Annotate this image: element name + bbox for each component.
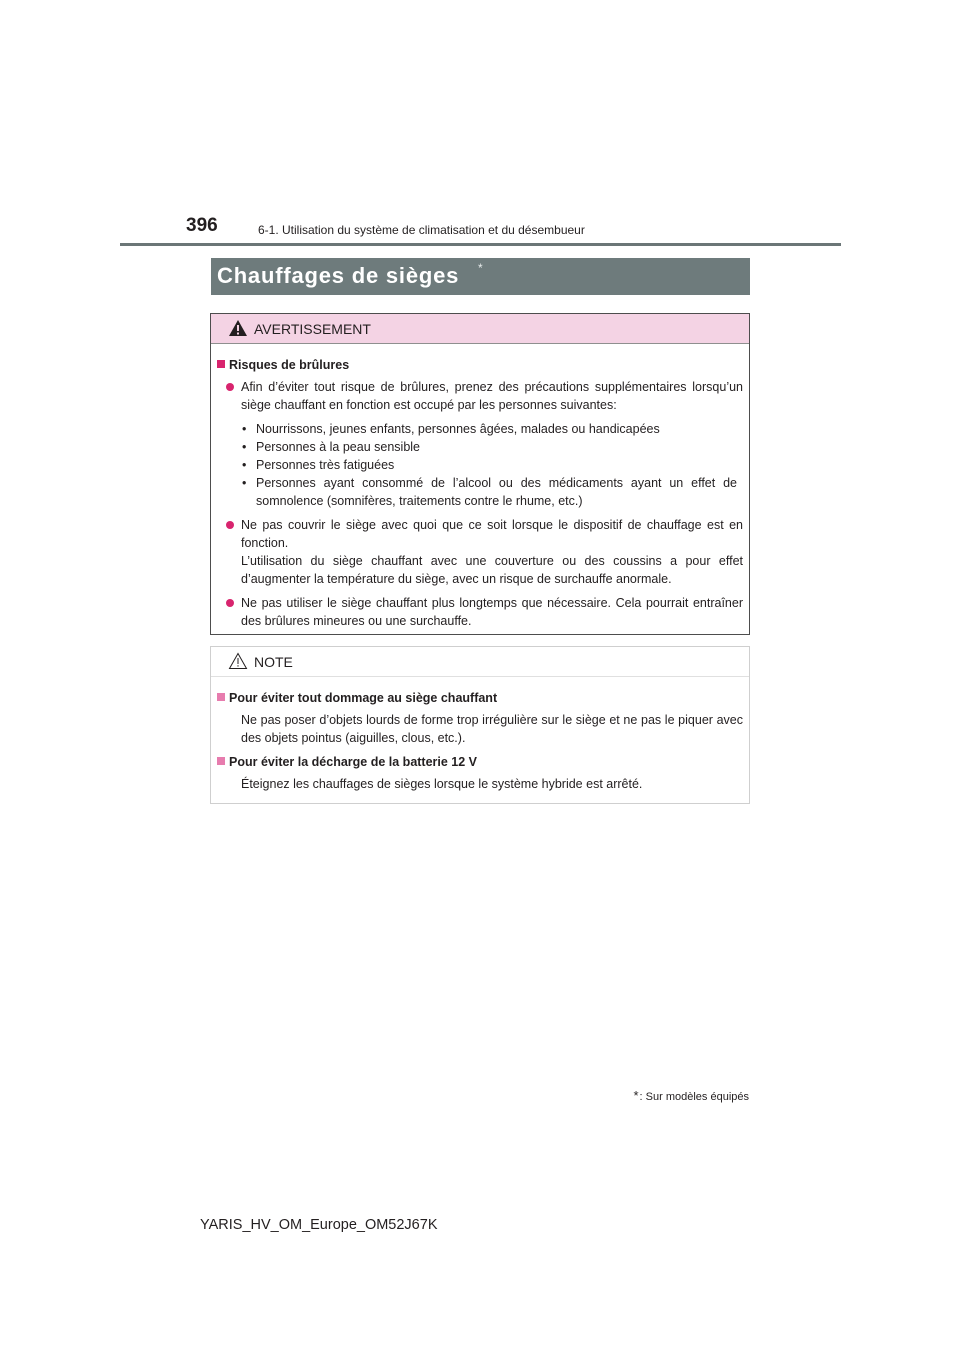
list-item: • Personnes très fatiguées (241, 456, 737, 474)
note-content (211, 689, 749, 799)
warning-bullet-2-line-2: L’utilisation du siège chauffant avec une couverture ou des coussins a pour effet d’augmenter la température du siège, avec un risque de surchauffe anormale. (241, 554, 743, 586)
warning-bullet-2-line-1: Ne pas couvrir le siège avec quoi que ce soit lorsque le dispositif de chauffage est en fonction. (241, 518, 743, 550)
page-number: 396 (186, 215, 218, 236)
list-item: • Personnes à la peau sensible (241, 438, 737, 456)
warning-content (211, 356, 749, 636)
footnote-asterisk: * (633, 1088, 639, 1103)
warning-heading: Risques de brûlures (211, 356, 749, 374)
section-title: 6-1. Utilisation du système de climatisation et du désembueur (258, 223, 585, 237)
note-text-1: Ne pas poser d’objets lourds de forme trop irrégulière sur le siège et ne pas le piquer avec des objets pointus (aiguilles, clous, etc.). (241, 713, 743, 745)
page-title: Chauffages de sièges (217, 263, 460, 288)
warning-label: AVERTISSEMENT (254, 321, 371, 337)
footer-document-code: YARIS_HV_OM_Europe_OM52J67K (200, 1217, 438, 1233)
title-asterisk: * (478, 261, 483, 275)
caution-triangle-icon (228, 652, 248, 670)
warning-bullet-1-text: Afin d’éviter tout risque de brûlures, prenez des précautions supplémentaires lorsqu’un siège chauffant en fonction est occupé par les personnes suivantes: (241, 380, 743, 412)
header-rule (120, 243, 841, 246)
warning-bullet-1 (241, 378, 743, 510)
page-title-bar (211, 258, 750, 295)
note-text-2: Éteignez les chauffages de sièges lorsque le système hybride est arrêté. (241, 777, 643, 791)
warning-bullet-3 (241, 594, 743, 630)
footnote-text: : Sur modèles équipés (639, 1091, 749, 1103)
warning-bullet-2 (241, 516, 743, 588)
note-header (211, 647, 749, 677)
list-item: • Personnes ayant consommé de l’alcool ou des médicaments ayant un effet de somnolence (somnifères, traitements contre le rhume, etc.) (241, 474, 737, 510)
warning-header (211, 314, 749, 344)
warning-bullet-3-text: Ne pas utiliser le siège chauffant plus longtemps que nécessaire. Cela pourrait entraîner des brûlures mineures ou une surchauffe. (241, 596, 743, 628)
footnote (633, 1088, 749, 1103)
note-box (210, 646, 750, 804)
note-label: NOTE (254, 654, 293, 670)
note-heading-1: Pour éviter tout dommage au siège chauffant (211, 689, 749, 707)
warning-triangle-icon (228, 319, 248, 337)
warning-sub-list (241, 420, 737, 510)
note-heading-2: Pour éviter la décharge de la batterie 12 V (211, 753, 749, 771)
list-item: • Nourrissons, jeunes enfants, personnes âgées, malades ou handicapées (241, 420, 737, 438)
warning-box (210, 313, 750, 635)
